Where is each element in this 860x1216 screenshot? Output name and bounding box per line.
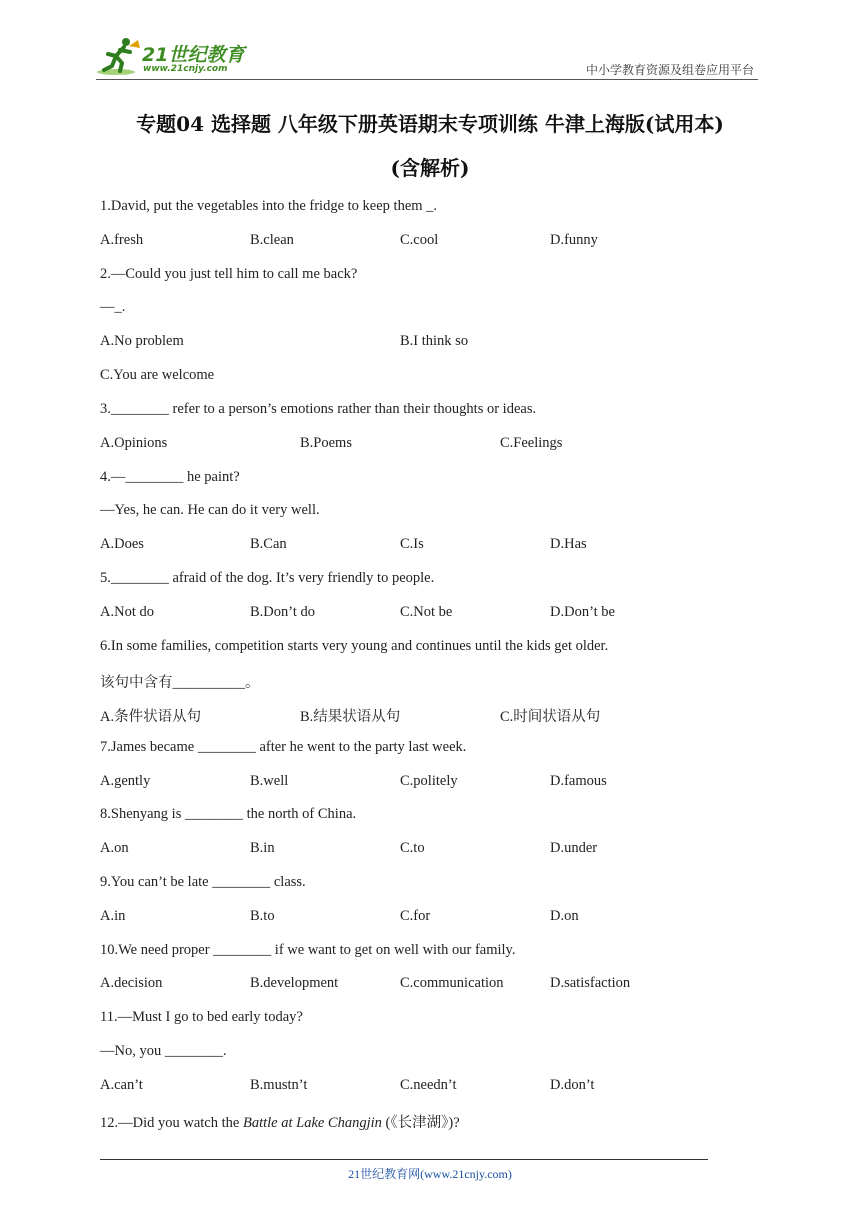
question-3: 3.________ refer to a person’s emotions rather than their thoughts or ideas. — [100, 401, 537, 417]
option-4b[interactable]: B.Can — [250, 536, 287, 552]
option-4d[interactable]: D.Has — [550, 536, 587, 552]
option-8b[interactable]: B.in — [250, 840, 275, 856]
option-8d[interactable]: D.under — [550, 840, 598, 856]
option-6a[interactable]: A.条件状语从句 — [100, 709, 202, 725]
option-9b[interactable]: B.to — [250, 908, 275, 924]
question-4: 4.—________ he paint? — [100, 469, 240, 485]
option-8c[interactable]: C.to — [400, 840, 425, 856]
page-subtitle: (含解析) — [390, 156, 470, 180]
question-12-suffix: (《长津湖》)? — [381, 1115, 460, 1131]
option-9a[interactable]: A.in — [100, 908, 126, 924]
option-7b[interactable]: B.well — [250, 773, 289, 789]
option-7d[interactable]: D.famous — [550, 773, 607, 789]
question-2-reply: —_. — [100, 299, 126, 315]
question-12 — [100, 1111, 460, 1132]
option-1b[interactable]: B.clean — [250, 232, 294, 248]
question-4-reply: —Yes, he can. He can do it very well. — [100, 502, 320, 518]
option-7c[interactable]: C.politely — [400, 773, 458, 789]
option-11b[interactable]: B.mustn’t — [250, 1077, 308, 1093]
logo-url: www.21cnjy.com — [143, 64, 228, 74]
option-10b[interactable]: B.development — [250, 975, 339, 991]
option-1a[interactable]: A.fresh — [100, 232, 144, 248]
question-8: 8.Shenyang is ________ the north of China. — [100, 806, 357, 822]
option-11a[interactable]: A.can’t — [100, 1077, 143, 1093]
page-title: 专题04 选择题 八年级下册英语期末专项训练 牛津上海版(试用本) — [136, 112, 724, 136]
option-10d[interactable]: D.satisfaction — [550, 975, 631, 991]
option-2c[interactable]: C.You are welcome — [100, 367, 215, 383]
question-2-number: 2. — [100, 266, 111, 282]
option-5a[interactable]: A.Not do — [100, 604, 154, 620]
option-11c[interactable]: C.needn’t — [400, 1077, 457, 1093]
option-8a[interactable]: A.on — [100, 840, 129, 856]
option-6b[interactable]: B.结果状语从句 — [300, 709, 401, 725]
logo-title: 21世纪教育 — [142, 44, 245, 66]
page-header — [96, 34, 758, 80]
header-platform-text: 中小学教育资源及组卷应用平台 — [585, 63, 754, 77]
question-1: 1.David, put the vegetables into the fridge to keep them _. — [100, 198, 438, 214]
footer-link[interactable]: 21世纪教育网(www.21cnjy.com) — [348, 1167, 512, 1181]
question-10: 10.We need proper ________ if we want to get on well with our family. — [100, 942, 516, 958]
option-2a[interactable]: A.No problem — [100, 333, 184, 349]
question-7: 7.James became ________ after he went to the party last week. — [100, 739, 467, 755]
header-divider — [96, 79, 758, 80]
question-12-film-title: Battle at Lake Changjin — [242, 1115, 382, 1131]
brand-logo[interactable] — [96, 34, 256, 78]
option-1d[interactable]: D.funny — [550, 232, 598, 248]
option-11d[interactable]: D.don’t — [550, 1077, 595, 1093]
option-4c[interactable]: C.Is — [400, 536, 424, 552]
question-12-prefix: 12.—Did you watch the — [100, 1115, 243, 1131]
option-3b[interactable]: B.Poems — [300, 435, 352, 451]
option-4a[interactable]: A.Does — [100, 536, 144, 552]
option-5d[interactable]: D.Don’t be — [550, 604, 615, 620]
option-9c[interactable]: C.for — [400, 908, 431, 924]
option-1c[interactable]: C.cool — [400, 232, 439, 248]
question-11-reply: —No, you ________. — [100, 1043, 227, 1059]
option-9d[interactable]: D.on — [550, 908, 579, 924]
question-5: 5.________ afraid of the dog. It’s very friendly to people. — [100, 570, 435, 586]
question-2 — [100, 266, 357, 283]
option-2b[interactable]: B.I think so — [400, 333, 469, 349]
runner-icon — [96, 36, 142, 76]
option-3a[interactable]: A.Opinions — [100, 435, 168, 451]
option-6c[interactable]: C.时间状语从句 — [500, 709, 601, 725]
option-10c[interactable]: C.communication — [400, 975, 504, 991]
option-7a[interactable]: A.gently — [100, 773, 151, 789]
option-5b[interactable]: B.Don’t do — [250, 604, 315, 620]
option-5c[interactable]: C.Not be — [400, 604, 453, 620]
footer-divider — [100, 1159, 708, 1160]
question-9: 9.You can’t be late ________ class. — [100, 874, 306, 890]
question-6-prompt: 该句中含有__________。 — [100, 675, 260, 691]
question-2-text: —Could you just tell him to call me back? — [110, 266, 358, 282]
option-10a[interactable]: A.decision — [100, 975, 163, 991]
question-6: 6.In some families, competition starts very young and continues until the kids get older. — [100, 638, 609, 654]
question-11: 11.—Must I go to bed early today? — [100, 1009, 303, 1025]
option-3c[interactable]: C.Feelings — [500, 435, 563, 451]
